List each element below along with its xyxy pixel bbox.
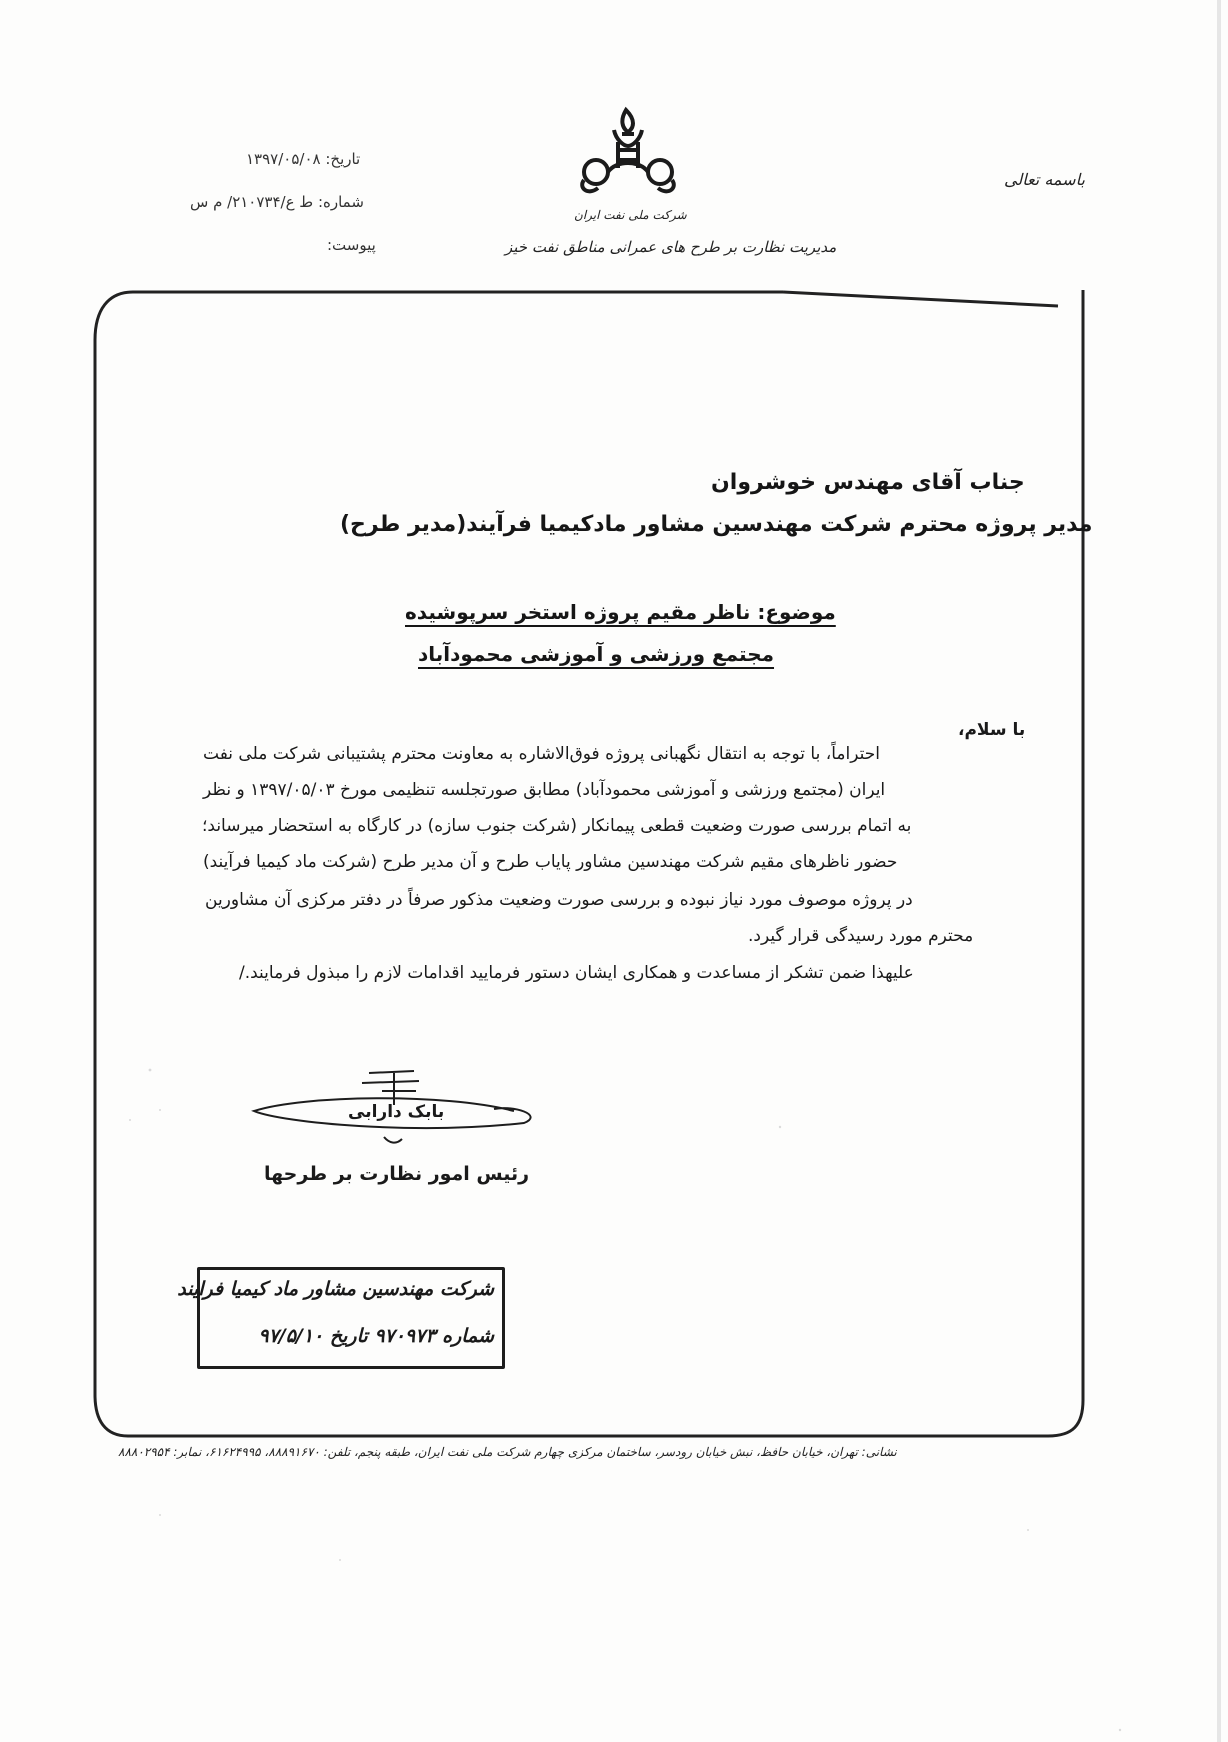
body-line: حضور ناظرهای مقیم شرکت مهندسین مشاور پایاب طرح و آن مدیر طرح (شرکت ماد کیمیا فرآیند) <box>203 852 898 872</box>
letter-number: شماره: ط ع/۲۱۰۷۳۴/ م س <box>190 193 364 211</box>
stamp-number-date: شماره ۹۷۰۹۷۳ تاریخ ۹۷/۵/۱۰ <box>258 1325 494 1347</box>
department-name: مدیریت نظارت بر طرح های عمرانی مناطق نفت خیز <box>505 238 837 256</box>
subject-line-2: مجتمع ورزشی و آموزشی محمودآباد <box>418 642 775 666</box>
signatory-name: بابک دارابی <box>348 1102 445 1122</box>
addressee-title: مدیر پروژه محترم شرکت مهندسین مشاور مادکیمیا فرآیند(مدیر طرح) <box>340 512 1093 537</box>
letter-attachment: پیوست: <box>327 236 376 254</box>
body-line: در پروژه موصوف مورد نیاز نبوده و بررسی صورت وضعیت مذکور صرفاً در دفتر مرکزی آن مشاورین <box>205 890 913 910</box>
letter-date: تاریخ: ۱۳۹۷/۰۵/۰۸ <box>246 150 361 168</box>
footer-address: نشانی: تهران، خیابان حافظ، نبش خیابان رودسر، ساختمان مرکزی چهارم شرکت ملی نفت ایران، طبقه پنجم، تلفن: ۸۸۸۹۱۶۷۰، ۶۱۶۲۴۹۹۵، نمابر: ۸۸۸۰۲۹۵۴ <box>118 1445 897 1459</box>
stamp-company: شرکت مهندسین مشاور ماد کیمیا فرایند <box>177 1278 494 1300</box>
body-line: به اتمام بررسی صورت وضعیت قطعی پیمانکار (شرکت جنوب سازه) در کارگاه به استحضار میرساند؛ <box>202 816 912 836</box>
body-line: محترم مورد رسیدگی قرار گیرد. <box>748 926 974 946</box>
company-name: شرکت ملی نفت ایران <box>574 208 687 222</box>
besmeh-heading: باسمه تعالی <box>1004 170 1085 189</box>
body-line: احتراماً، با توجه به انتقال نگهبانی پروژه فوق‌الاشاره به معاونت محترم پشتیبانی شرکت ملی نفت <box>203 744 880 764</box>
greeting: با سلام، <box>958 720 1026 740</box>
subject-line-1: موضوع: ناظر مقیم پروژه استخر سرپوشیده <box>405 600 836 624</box>
addressee-name: جناب آقای مهندس خوشروان <box>711 470 1025 495</box>
body-line: علیهذا ضمن تشکر از مساعدت و همکاری ایشان دستور فرمایید اقدامات لازم را مبذول فرمایند./ <box>239 963 914 983</box>
receipt-stamp <box>177 1267 505 1369</box>
signatory-title: رئیس امور نظارت بر طرحها <box>264 1163 530 1185</box>
nioc-flame-emblem-icon <box>568 102 686 212</box>
body-line: ایران (مجتمع ورزشی و آموزشی محمودآباد) مطابق صورتجلسه تنظیمی مورخ ۱۳۹۷/۰۵/۰۳ و نظر <box>203 780 886 800</box>
